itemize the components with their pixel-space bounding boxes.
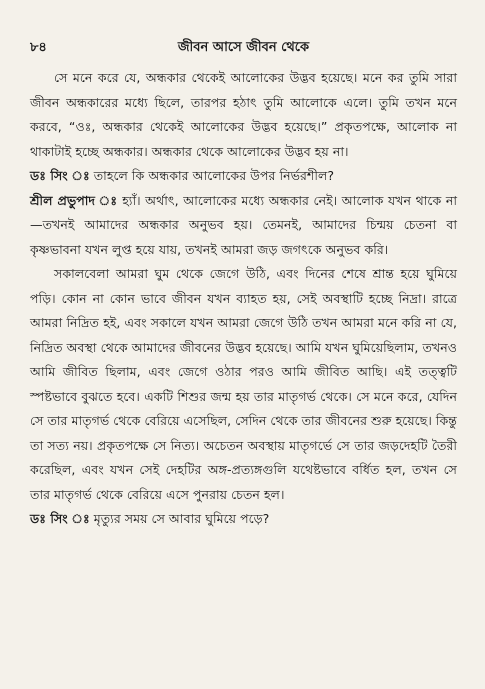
paragraph-text: তাহলে কি অন্ধকার আলোকের উপর নির্ভরশীল? — [93, 168, 335, 183]
paragraph-text: হ্যাঁ। অর্থাৎ, আলোকের মধ্যে অন্ধকার নেই। আলোক যখন থাকে না—তখনই আমাদের অন্ধকার অনুভব হয়। তেমনই, আমাদের চিন্ময় চেতনা বা কৃষ্ণভাবনা যখন লুপ্ত হয়ে যায়, তখনই আমরা জড় জগৎকে অনুভব করি। — [30, 192, 457, 257]
speaker-label: ডঃ সিং ঃ — [30, 168, 90, 183]
paragraph-text: মৃত্যুর সময় সে আবার ঘুমিয়ে পড়ে? — [93, 511, 270, 526]
paragraph-text: সে মনে করে যে, অন্ধকার থেকেই আলোকের উদ্ভব হয়েছে। মনে কর তুমি সারা জীবন অন্ধকারের মধ্যে ছিলে, তারপর হঠাৎ তুমি আলোকে এলে। তুমি তখন মনে করবে, “ওঃ, অন্ধকার থেকেই আলোকের উদ্ভব হয়েছে।” প্রকৃতপক্ষে, আলোক না থাকাটাই হচ্ছে অন্ধকার। অন্ধকার থেকে আলোকের উদ্ভব হয় না। — [30, 70, 457, 159]
speaker-label: শ্রীল প্রভুপাদ ঃ — [30, 192, 118, 208]
paragraph-text: সকালবেলা আমরা ঘুম থেকে জেগে উঠি, এবং দিনের শেষে শ্রান্ত হয়ে ঘুমিয়ে পড়ি। কোন না কোন ভাবে জীবন যখন ব্যাহত হয়, সেই অবস্থাটি হচ্ছে নিদ্রা। রাত্রে আমরা নিদ্রিত হই, এবং সকালে যখন আমরা জেগে উঠি তখন আমরা মনে করি না যে, নিদ্রিত অবস্থা থেকে আমাদের জীবনের উদ্ভব হয়েছে। আমি যখন ঘুমিয়েছিলাম, তখনও আমি জীবিত ছিলাম, এবং জেগে ওঠার পরও আমি জীবিত আছি। এই তত্ত্বটি স্পষ্টভাবে বুঝতে হবে। একটি শিশুর জন্ম হয় তার মাতৃগর্ভ থেকে। সে মনে করে, যেদিন সে তার মাতৃগর্ভ থেকে বেরিয়ে এসেছিল, সেদিন থেকে তার জীবনের শুরু হয়েছে। কিন্তু তা সত্য নয়। প্রকৃতপক্ষে সে নিত্য। অচেতন অবস্থায় মাতৃগর্ভে সে তার জড়দেহটি তৈরী করেছিল, এবং যখন সেই দেহটির অঙ্গ-প্রত্যঙ্গগুলি যথেষ্টভাবে বর্ধিত হল, তখন সে তার মাতৃগর্ভ থেকে বেরিয়ে এসে পুনরায় চেতন হল। — [30, 266, 457, 502]
page-body — [30, 66, 457, 532]
paragraph-dialogue — [30, 189, 457, 263]
running-title: জীবন আসে জীবন থেকে — [177, 40, 310, 55]
paragraph-dialogue — [30, 164, 457, 189]
paragraph-narration — [30, 262, 457, 507]
paragraph-narration — [30, 66, 457, 164]
page-header — [30, 38, 457, 58]
paragraph-dialogue — [30, 507, 457, 532]
page-number: ৮৪ — [30, 40, 47, 55]
speaker-label: ডঃ সিং ঃ — [30, 511, 90, 526]
